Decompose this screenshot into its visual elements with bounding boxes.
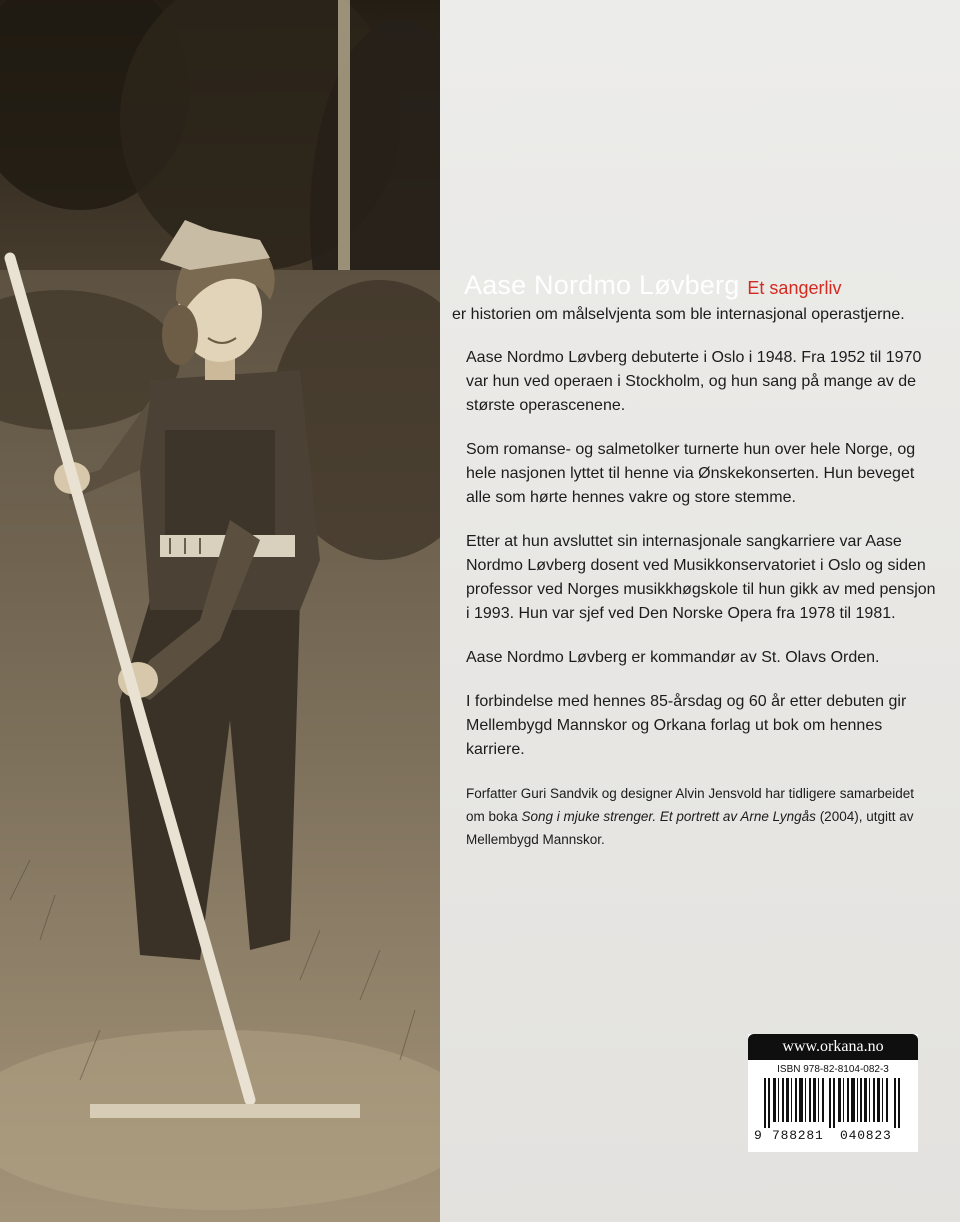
isbn-label: ISBN 978-82-8104-082-3 bbox=[777, 1064, 889, 1075]
lead-text: er historien om målselvjenta som ble internasjonal operastjerne. bbox=[452, 306, 905, 323]
paragraph-career: Etter at hun avsluttet sin internasjonale sangkarriere var Aase Nordmo Løvberg dosent ved Musikkonservatoriet i Oslo og siden professor ved Norges musikkhøgskole til hun gikk av med pensjon i 1993. Hun var sjef ved Den Norske Opera fra 1978 til 1981. bbox=[466, 533, 936, 622]
title-subtitle: Et sangerliv bbox=[747, 278, 842, 298]
book-title bbox=[464, 270, 944, 301]
credits-after: (2004), utgitt av Mellembygd Mannskor. bbox=[466, 809, 914, 847]
paragraph-order: Aase Nordmo Løvberg er kommandør av St. Olavs Orden. bbox=[466, 649, 880, 666]
cover-photo bbox=[0, 0, 440, 1222]
rake-head bbox=[90, 1104, 360, 1118]
photo-illustration bbox=[0, 0, 440, 1222]
barcode-digit-first: 9 bbox=[754, 1128, 762, 1143]
credits-book-title: Song i mjuke strenger. Et portrett av Arne Lyngås bbox=[521, 809, 816, 824]
paragraph-anniversary: I forbindelse med hennes 85-årsdag og 60 år etter debuten gir Mellembygd Mannskor og Orkana forlag ut bok om hennes karriere. bbox=[466, 693, 907, 758]
barcode-bars bbox=[764, 1078, 904, 1128]
paragraph-debut: Aase Nordmo Løvberg debuterte i Oslo i 1948. Fra 1952 til 1970 var hun ved operaen i Stockholm, og hun sang på mange av de største operascenene. bbox=[466, 349, 922, 414]
website-label[interactable]: www.orkana.no bbox=[748, 1034, 918, 1060]
credits-paragraph bbox=[466, 782, 936, 851]
barcode-block bbox=[748, 1034, 918, 1152]
barcode-digits-right: 040823 bbox=[840, 1128, 892, 1143]
blurb bbox=[466, 346, 936, 871]
credits-before: Forfatter Guri Sandvik og designer Alvin Jensvold har tidligere samarbeidet om boka bbox=[466, 786, 914, 824]
title-name: Aase Nordmo Løvberg bbox=[464, 270, 740, 300]
barcode-digits-left: 788281 bbox=[772, 1128, 824, 1143]
paragraph-romance: Som romanse- og salmetolker turnerte hun over hele Norge, og hele nasjonen lyttet til henne via Ønskekonserten. Hun beveget alle som hørte hennes vakre og store stemme. bbox=[466, 441, 916, 506]
